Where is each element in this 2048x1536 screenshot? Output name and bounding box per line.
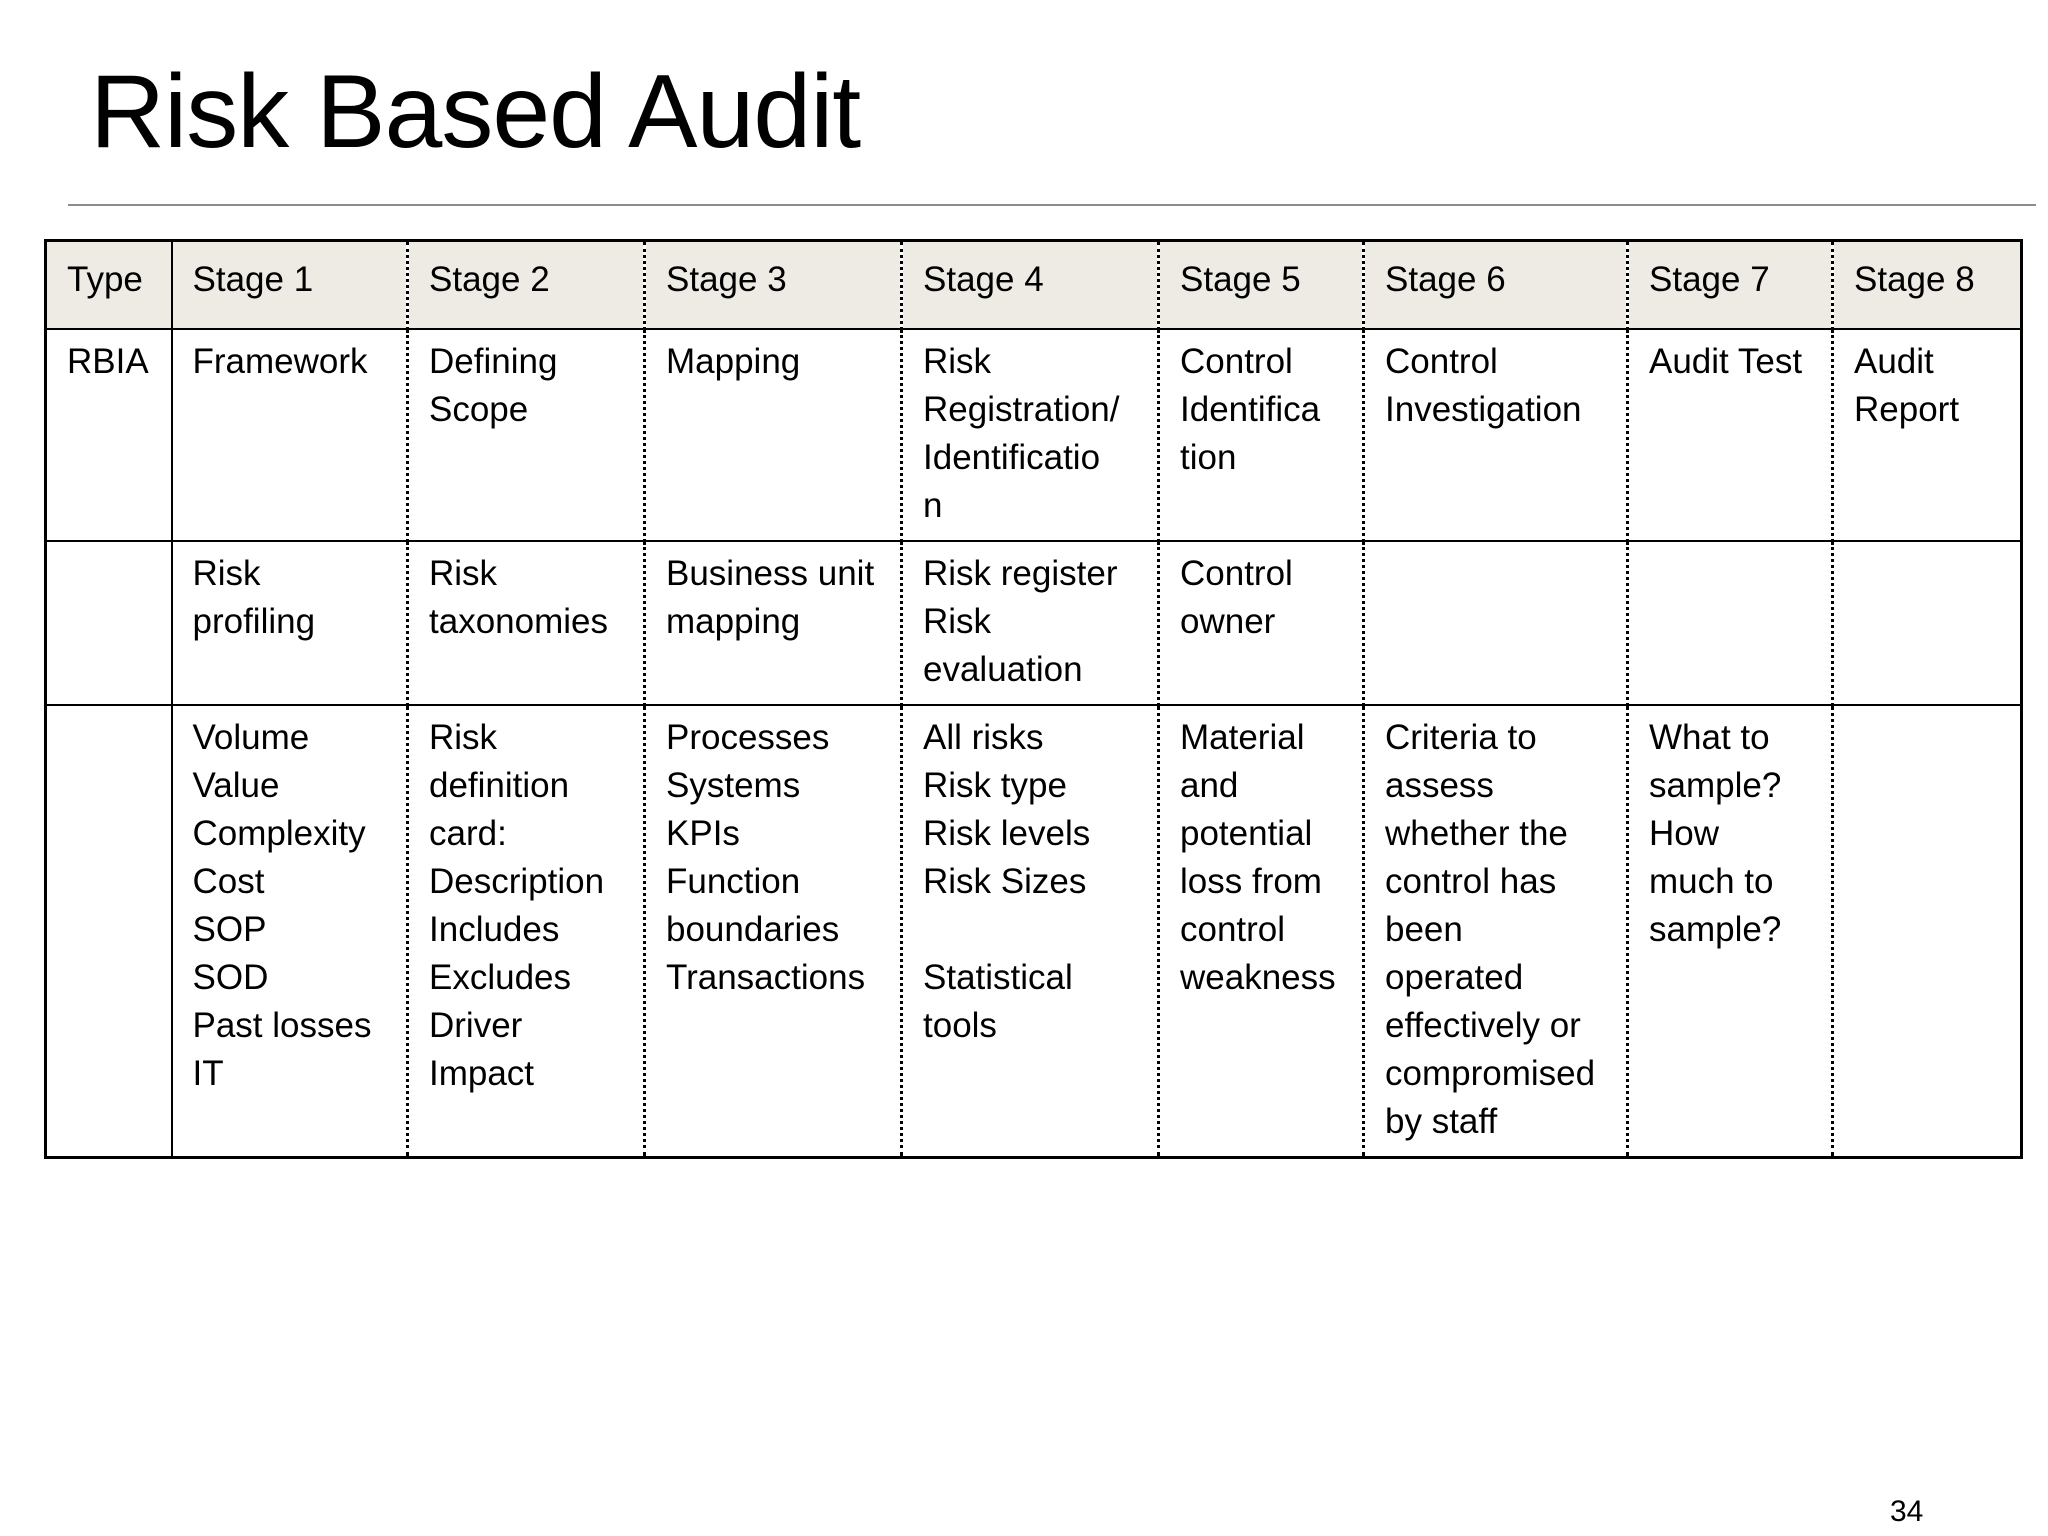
table-cell: Control owner [1159,541,1364,705]
header-stage-7: Stage 7 [1628,241,1833,330]
table-cell: Volume Value Complexity Cost SOP SOD Past losses IT [172,705,408,1158]
header-stage-4: Stage 4 [902,241,1159,330]
table-cell: Business unit mapping [645,541,902,705]
slide-title: Risk Based Audit [90,54,861,170]
table-cell [1833,705,2022,1158]
header-stage-8: Stage 8 [1833,241,2022,330]
table-cell: Audit Report [1833,329,2022,541]
table-cell: Risk register Risk evaluation [902,541,1159,705]
table-row [46,329,2022,541]
table-cell: Criteria to assess whether the control has been operated effectively or compromised by staff [1364,705,1628,1158]
table-cell [46,705,172,1158]
header-type: Type [46,241,172,330]
table-cell: Material and potential loss from control weakness [1159,705,1364,1158]
title-divider [68,204,2036,206]
risk-based-audit-table [44,239,2023,1159]
table-cell: Risk definition card: Description Includes Excludes Driver Impact [408,705,645,1158]
header-stage-1: Stage 1 [172,241,408,330]
table-cell: Framework [172,329,408,541]
table-cell: Control Identifica tion [1159,329,1364,541]
table-cell: Processes Systems KPIs Function boundaries Transactions [645,705,902,1158]
table-cell [1833,541,2022,705]
page-number: 34 [1890,1495,1924,1528]
header-stage-6: Stage 6 [1364,241,1628,330]
table-cell: Mapping [645,329,902,541]
table-cell: What to sample? How much to sample? [1628,705,1833,1158]
header-stage-2: Stage 2 [408,241,645,330]
table-cell: Risk taxonomies [408,541,645,705]
table-cell: Control Investigation [1364,329,1628,541]
table-cell: Audit Test [1628,329,1833,541]
table-cell: RBIA [46,329,172,541]
table-cell: Defining Scope [408,329,645,541]
table-cell: Risk profiling [172,541,408,705]
table-row [46,705,2022,1158]
table-cell [46,541,172,705]
table-cell [1364,541,1628,705]
table-cell [1628,541,1833,705]
table-cell: Risk Registration/ Identificatio n [902,329,1159,541]
table-row [46,541,2022,705]
table-cell: All risks Risk type Risk levels Risk Sizes Statistical tools [902,705,1159,1158]
header-stage-5: Stage 5 [1159,241,1364,330]
header-stage-3: Stage 3 [645,241,902,330]
table-header-row [46,241,2022,330]
